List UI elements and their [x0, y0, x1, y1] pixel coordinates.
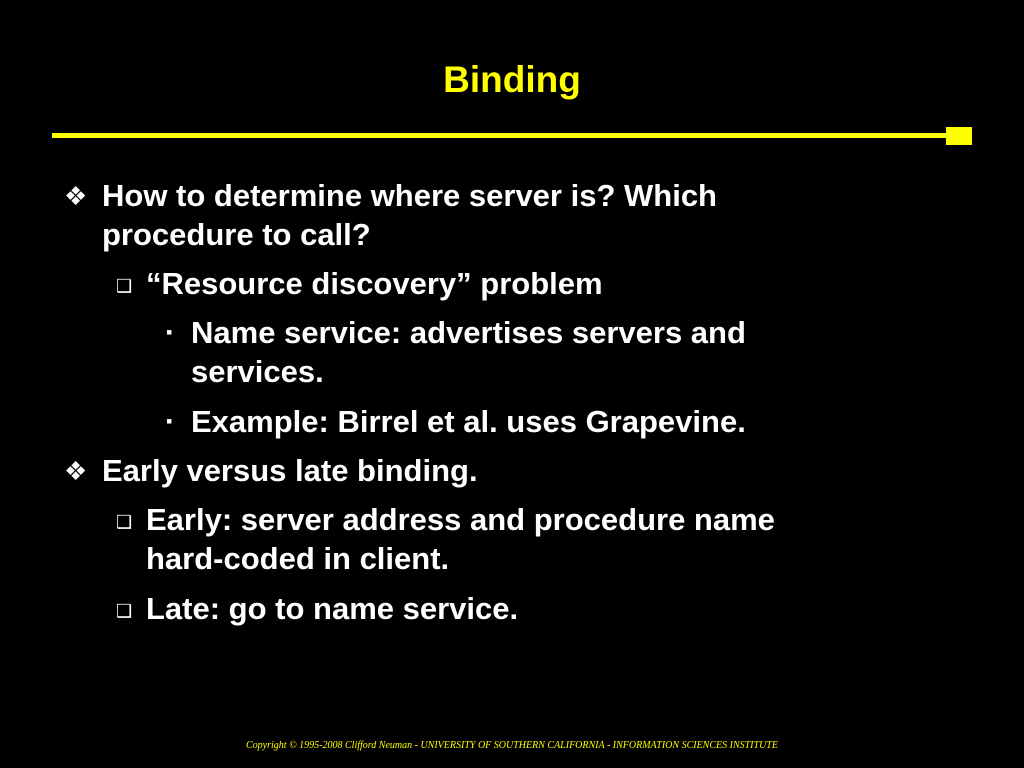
bullet-item: [166, 402, 986, 441]
bullet-item: [166, 313, 986, 391]
bullet-text-line: Name service: advertises servers and: [191, 315, 746, 350]
bullet-text-line: Late: go to name service.: [146, 591, 519, 626]
square-bullet-icon: ❑: [116, 512, 133, 532]
bullet-item: [64, 176, 964, 254]
bullet-text-line: “Resource discovery” problem: [146, 266, 603, 301]
small-square-bullet-icon: ▪: [166, 322, 173, 342]
bullet-text-line: Early versus late binding.: [102, 453, 478, 488]
copyright-footer: Copyright © 1995-2008 Clifford Neuman - UNIVERSITY OF SOUTHERN CALIFORNIA - INFORMATION SCIENCES INSTITUTE: [246, 740, 778, 751]
bullet-text-line: procedure to call?: [102, 217, 371, 252]
bullet-text-line: Early: server address and procedure name: [146, 502, 775, 537]
bullet-item: [116, 500, 996, 578]
title-underline-end-block: [946, 127, 972, 145]
bullet-item: [64, 451, 964, 490]
bullet-text-line: Example: Birrel et al. uses Grapevine.: [191, 404, 746, 439]
bullet-item: [116, 589, 976, 628]
bullet-item: [116, 264, 976, 303]
diamond-bullet-icon: ❖: [64, 181, 88, 211]
title-underline: [52, 133, 952, 138]
bullet-text-line: How to determine where server is? Which: [102, 178, 717, 213]
bullet-text-line: hard-coded in client.: [146, 541, 450, 576]
square-bullet-icon: ❑: [116, 276, 133, 296]
slide-title: Binding: [443, 59, 581, 100]
square-bullet-icon: ❑: [116, 601, 133, 621]
diamond-bullet-icon: ❖: [64, 456, 88, 486]
small-square-bullet-icon: ▪: [166, 411, 173, 431]
bullet-text-line: services.: [191, 354, 324, 389]
